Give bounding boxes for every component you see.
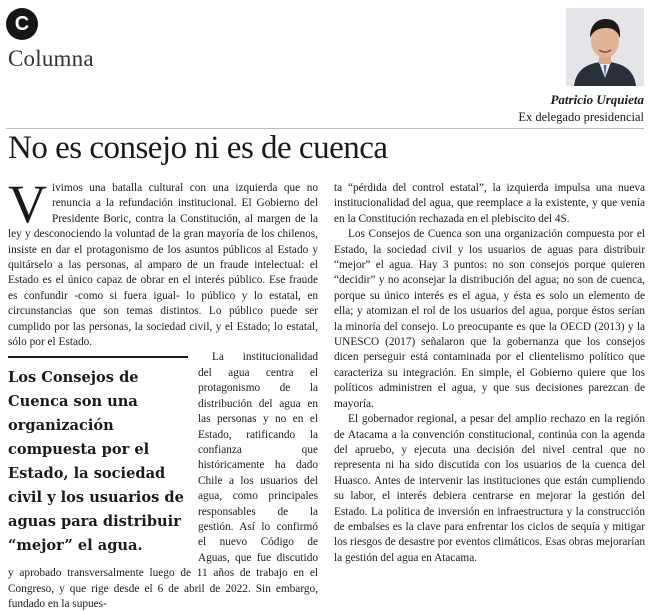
article-column-2 bbox=[334, 181, 645, 564]
author-name: Patricio Urquieta bbox=[550, 92, 644, 107]
column-1-paragraph-1 bbox=[8, 174, 318, 350]
column-logo: C bbox=[6, 8, 38, 40]
author-block bbox=[518, 92, 644, 125]
header-divider bbox=[6, 128, 644, 129]
pull-quote: Los Consejos de Cuenca son una organización compuesta por el Estado, la sociedad civil y los usuarios de aguas para distribuir “mejor” el agua. bbox=[8, 356, 188, 558]
column-1-paragraph-1-text: ivimos una batalla cultural con una izquierda que no renuncia a la refundación institucional. El Gobierno del Presidente Boric, contra la Constitución, al margen de la ley y desconociendo la voluntad de la gran mayoría de los chilenos, insiste en dar el protagonismo de los asuntos públicos al Estado y quitárselo a las personas, al amparo de un fraude intelectual: el Estado es el único capaz de obrar en el interés público. Ese fraude es confundir -como si fuera igual- lo público y lo estatal, en circunstancias que son temas distintos. Lo público puede ser cumplido por las personas, la sociedad civil, y el Estado; lo estatal, sólo por el Estado. bbox=[8, 182, 318, 349]
author-photo bbox=[566, 8, 644, 86]
column-2-paragraph-3: El gobernador regional, a pesar del amplio rechazo en la región de Atacama a la convención constitucional, continúa con la agenda del apruebo, y ejecuta una decisión del nivel central que no representa ni ha sido discutida con los usuarios de la cuenca del Huasco. Antes de intervenir las instituciones que están cumpliendo su labor, el interés debiera centrarse en mejorar la gestión del Estado. La política de inversión en infraestructura y la construcción de embalses es la clave para enfrentar los ciclos de sequía y mitigar los riesgos de desastre por eventos climáticos. Esas obras mejorarían la gestión del agua en Atacama. bbox=[334, 413, 645, 564]
column-2-paragraph-2: Los Consejos de Cuenca son una organización compuesta por el Estado, la sociedad civil y los usuarios de aguas para distribuir “mejor” el agua. Hay 3 puntos: no son consejos porque quieren “decidir” y no aconsejar la distribución del agua; no son de cuenca, porque su único interés es el agua, y ésta es solo un elemento de ella; y atomizan el rol de los usuarios del agua, porque éstos serían la minoría del consejo. Lo preocupante es que la OECD (2013) y la UNESCO (2017) señalaron que la gobernanza que los consejos dicen perseguir está contaminada por el clientelismo político que caracteriza su integración. En simple, el Gobierno quiere que los políticos administren el agua, y que sus decisiones parezcan de mayoría. bbox=[334, 228, 645, 410]
column-1-paragraph-2: La institucionalidad del agua centra el protagonismo de la distribución del agua en las personas y no en el Estado, ratificando la confianza que históricamente ha dado Chile a los usuarios del agua, como principales responsables de la gestión. Así lo confirmó el nuevo Código de Aguas, que fue discutido y aprobado transversalmente luego de 11 años de trabajo en el Congreso, y que rige desde el 6 de abril de 2022. Sin embargo, fundado en la supues- bbox=[8, 351, 318, 610]
section-label: Columna bbox=[8, 46, 94, 71]
drop-cap: V bbox=[8, 174, 47, 234]
article-column-1 bbox=[8, 174, 318, 610]
author-portrait-icon bbox=[566, 8, 644, 86]
author-role: Ex delegado presidencial bbox=[518, 110, 644, 124]
column-2-paragraph-1: ta “pérdida del control estatal”, la izquierda impulsa una nueva institucionalidad del agua, que reemplace a la existente, y que venía en la Constitución rechazada en el plebiscito del 4S. bbox=[334, 182, 645, 225]
article-headline: No es consejo ni es de cuenca bbox=[8, 130, 388, 166]
